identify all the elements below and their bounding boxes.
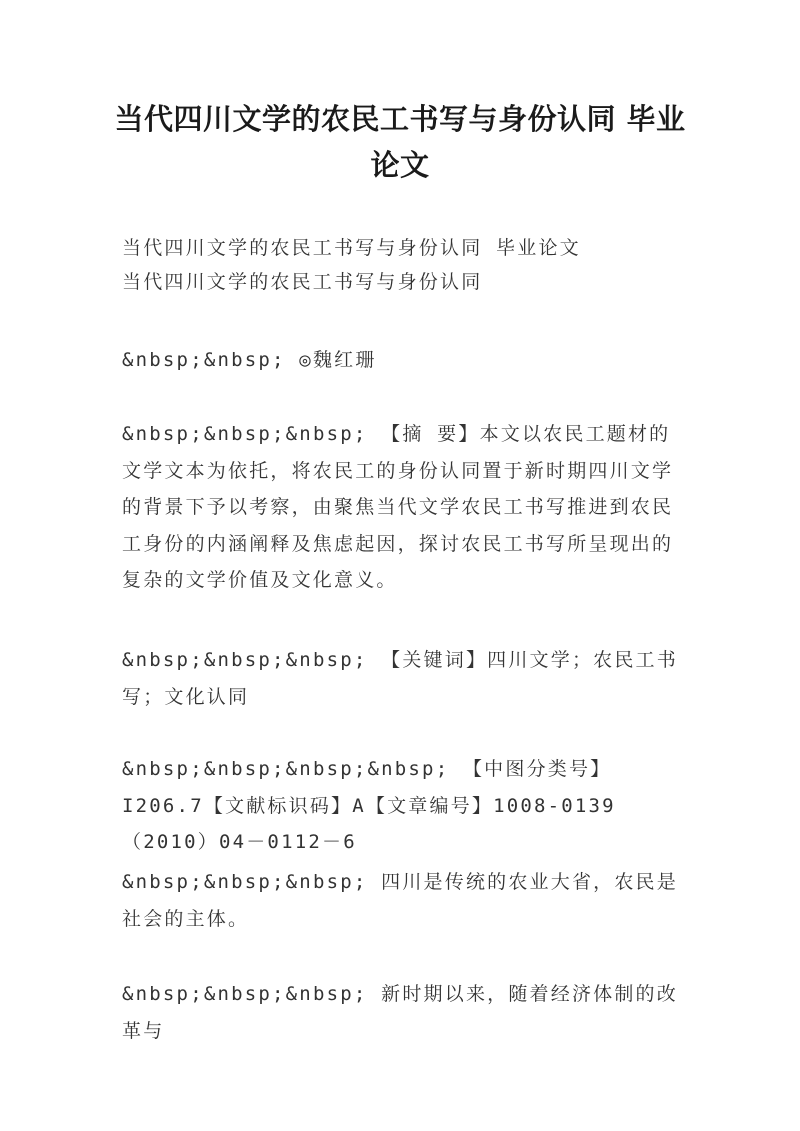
author-line: &nbsp;&nbsp; ◎魏红珊 [122,349,377,371]
page-title: 当代四川文学的农民工书写与身份认同 毕业论文 [114,102,686,182]
classification-paragraph: &nbsp;&nbsp;&nbsp;&nbsp; 【中图分类号】I206.7【文献标识码】A【文章编号】1008-0139（2010）04－0112－6 [122,758,616,853]
abstract-paragraph: &nbsp;&nbsp;&nbsp; 【摘 要】本文以农民工题材的文学文本为依托，将农民工的身份认同置于新时期四川文学的背景下予以考察，由聚焦当代文学农民工书写推进到农民工身份的内涵阐释及焦虑起因，探讨农民工书写所呈现出的复杂的文学价值及文化意义。 [122,423,674,591]
subtitle-line-2: 当代四川文学的农民工书写与身份认同 [122,271,483,293]
body-paragraph-1: &nbsp;&nbsp;&nbsp; 四川是传统的农业大省，农民是社会的主体。 [122,871,678,930]
subtitle-line-1: 当代四川文学的农民工书写与身份认同 毕业论文 [122,237,581,259]
body-paragraph-2: &nbsp;&nbsp;&nbsp; 新时期以来，随着经济体制的改革与 [122,983,678,1042]
keywords-paragraph: &nbsp;&nbsp;&nbsp; 【关键词】四川文学；农民工书写；文化认同 [122,649,678,708]
